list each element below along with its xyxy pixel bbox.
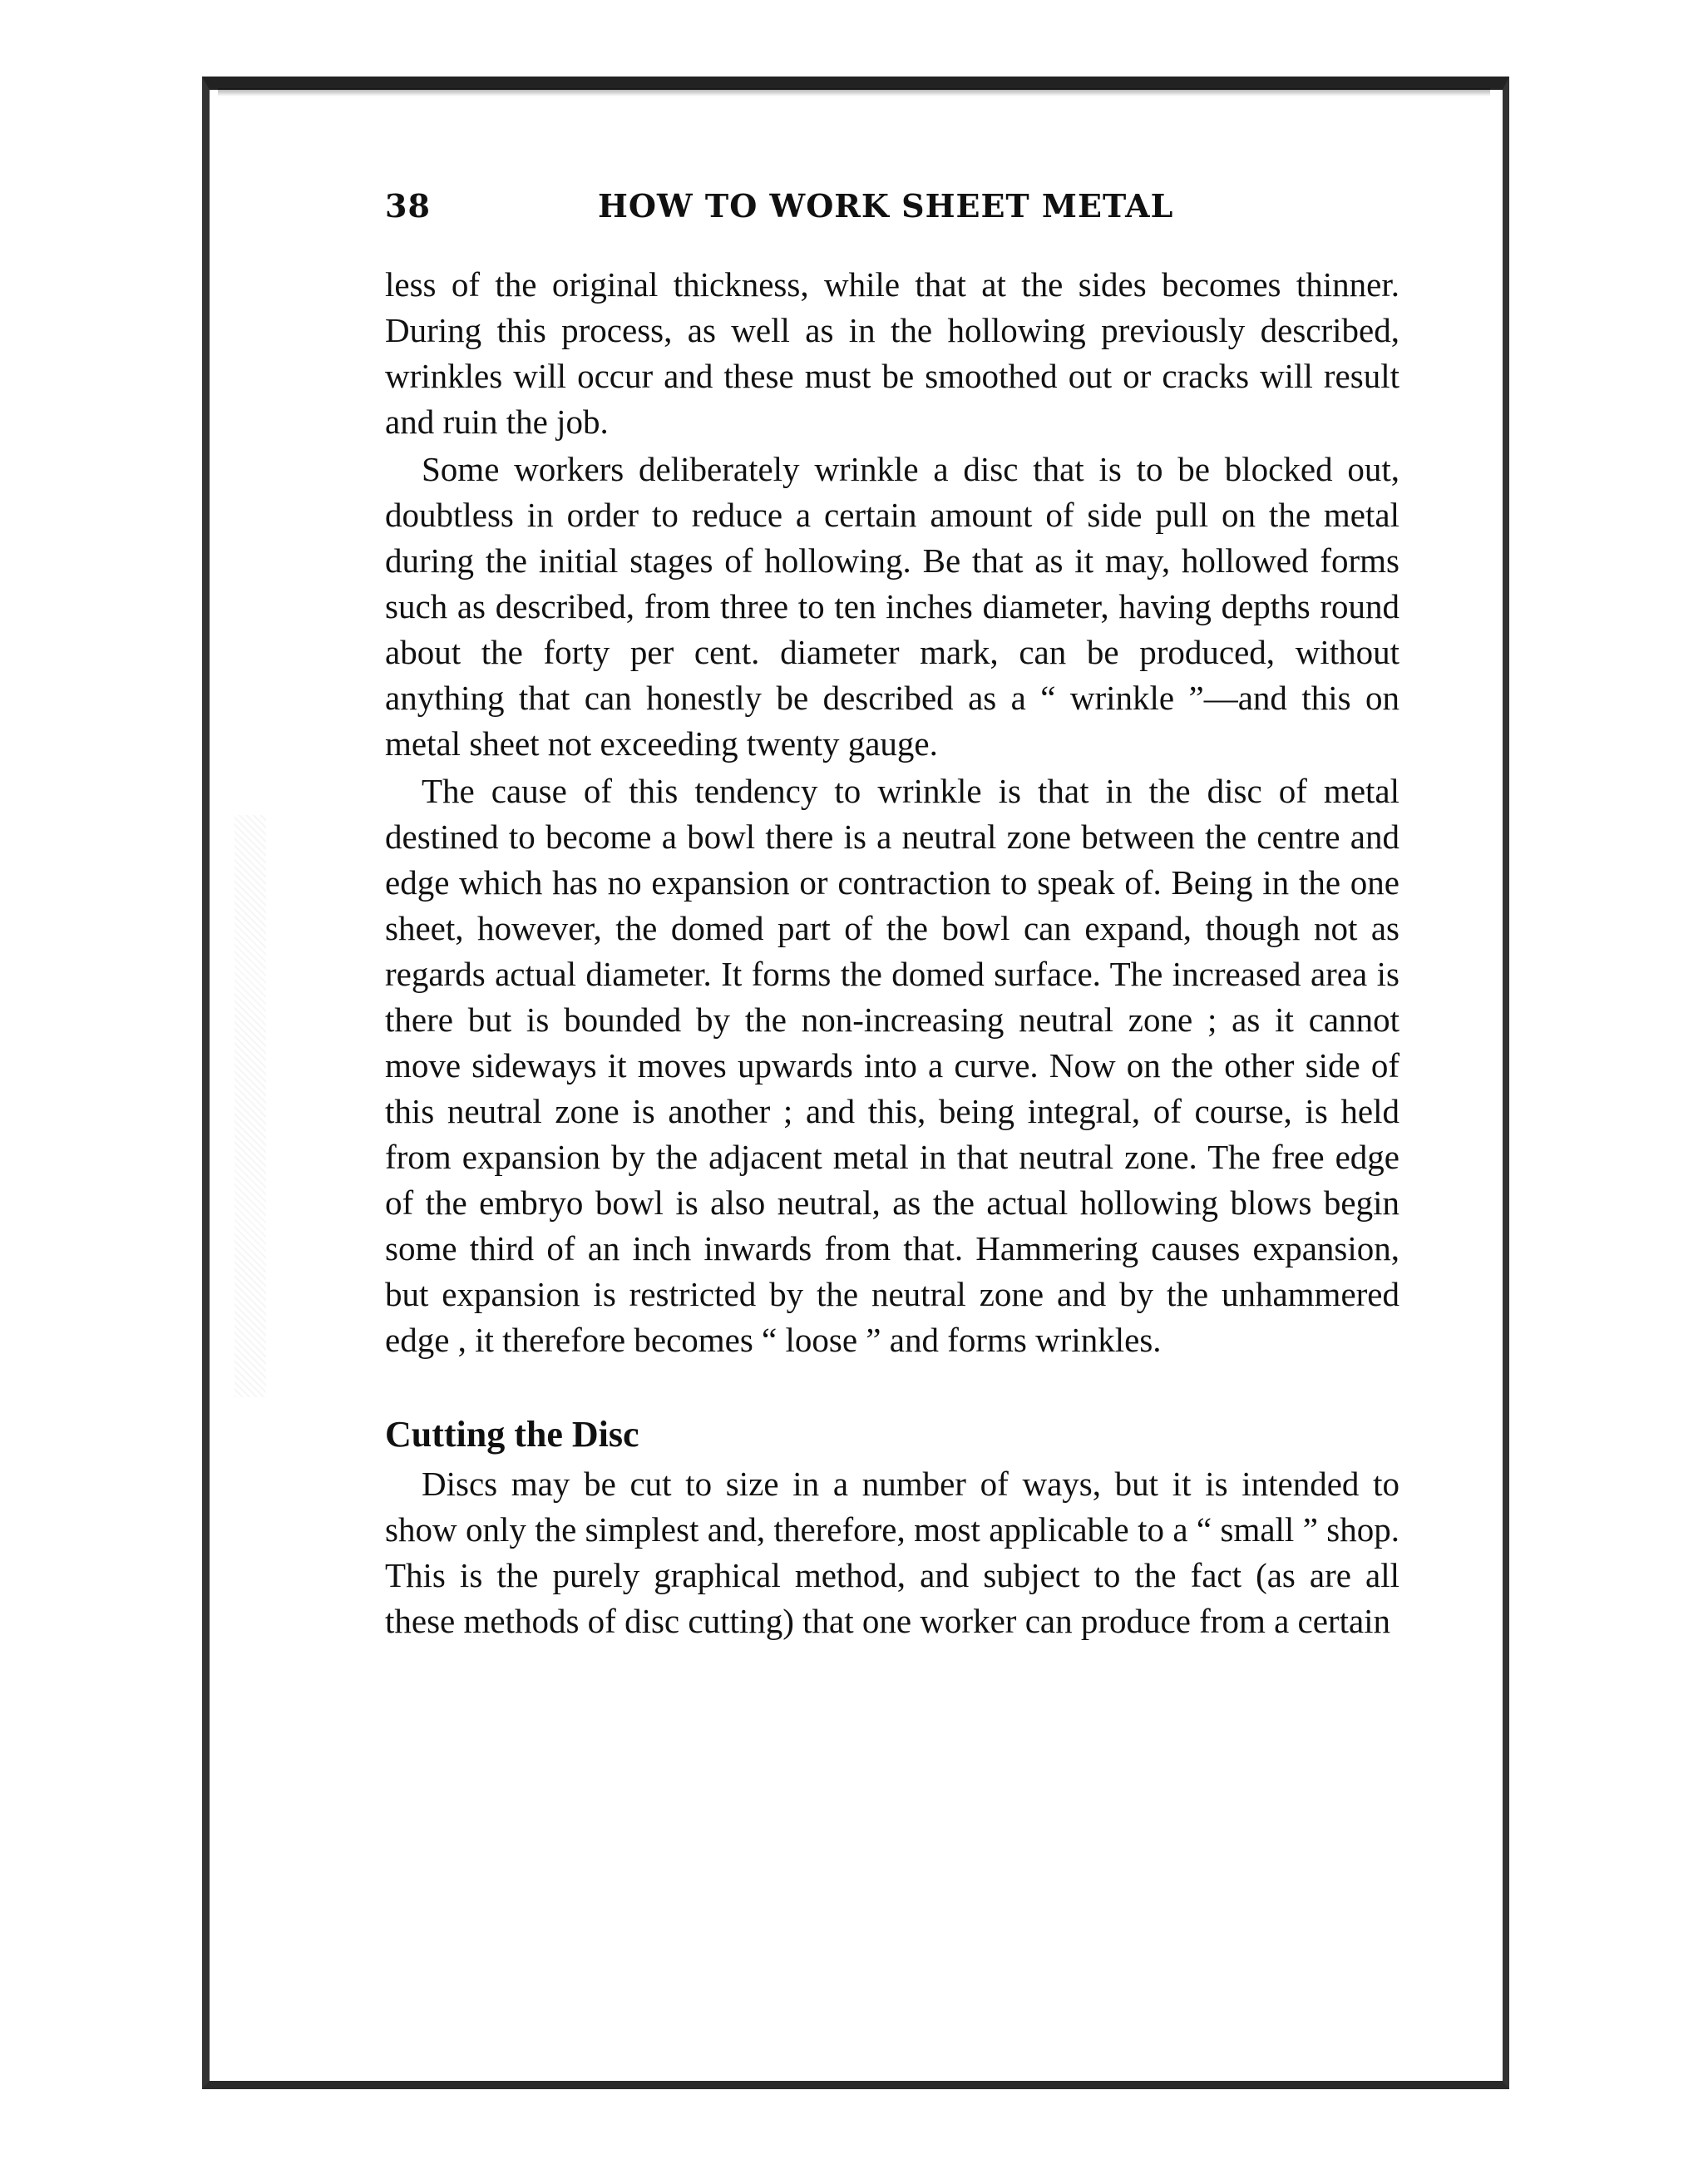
page-number: 38 bbox=[385, 187, 431, 225]
paragraph: Some workers deliberately wrinkle a disc that is to be blocked out, doubtless in order to reduce a certain amount of side pull on the metal during the initial stages of hollowing. Be that as it may, hollowed forms such as described, from three to ten inches diameter, having depths round about the forty per cent. diameter mark, can be produced, without anything that can honestly be described as a “ wrinkle ”—and this on metal sheet not exceeding twenty gauge. bbox=[385, 450, 1399, 763]
page-body bbox=[385, 262, 1399, 1644]
paragraph-continued: less of the original thickness, while that at the sides becomes thinner. During this process, as well as in the hollowing previously described, wrinkles will occur and these must be smoothed out or cracks will result and ruin the job. bbox=[385, 265, 1399, 441]
section-heading: Cutting the Disc bbox=[385, 1414, 639, 1455]
section-paragraph: Discs may be cut to size in a number of ways, but it is intended to show only the simplest and, therefore, most applicable to a “ small ” shop. This is the purely graphical method, and subject to the fact (as are all these methods of disc cutting) that one worker can produce from a certain bbox=[385, 1465, 1399, 1640]
paragraph: The cause of this tendency to wrinkle is that in the disc of metal destined to become a bowl there is a neutral zone between the centre and edge which has no expansion or contraction to speak of. Being in the one sheet, however, the domed part of the bowl can expand, though not as regards actual diameter. It forms the domed surface. The increased area is there but is bounded by the non-increasing neutral zone ; as it cannot move sideways it moves upwards into a curve. Now on the other side of this neutral zone is another ; and this, being integral, of course, is held from expansion by the adjacent metal in that neutral zone. The free edge of the embryo bowl is also neutral, as the actual hollowing blows begin some third of an inch inwards from that. Hammering causes expansion, but expansion is restricted by the neutral zone and by the unhammered edge , it therefore becomes “ loose ” and forms wrinkles. bbox=[385, 772, 1399, 1359]
running-title: HOW TO WORK SHEET METAL bbox=[598, 187, 1174, 225]
book-page bbox=[385, 179, 1399, 1644]
scan-gutter-noise bbox=[234, 815, 266, 1397]
running-header bbox=[385, 179, 1399, 229]
scan-shadow bbox=[218, 88, 1490, 96]
